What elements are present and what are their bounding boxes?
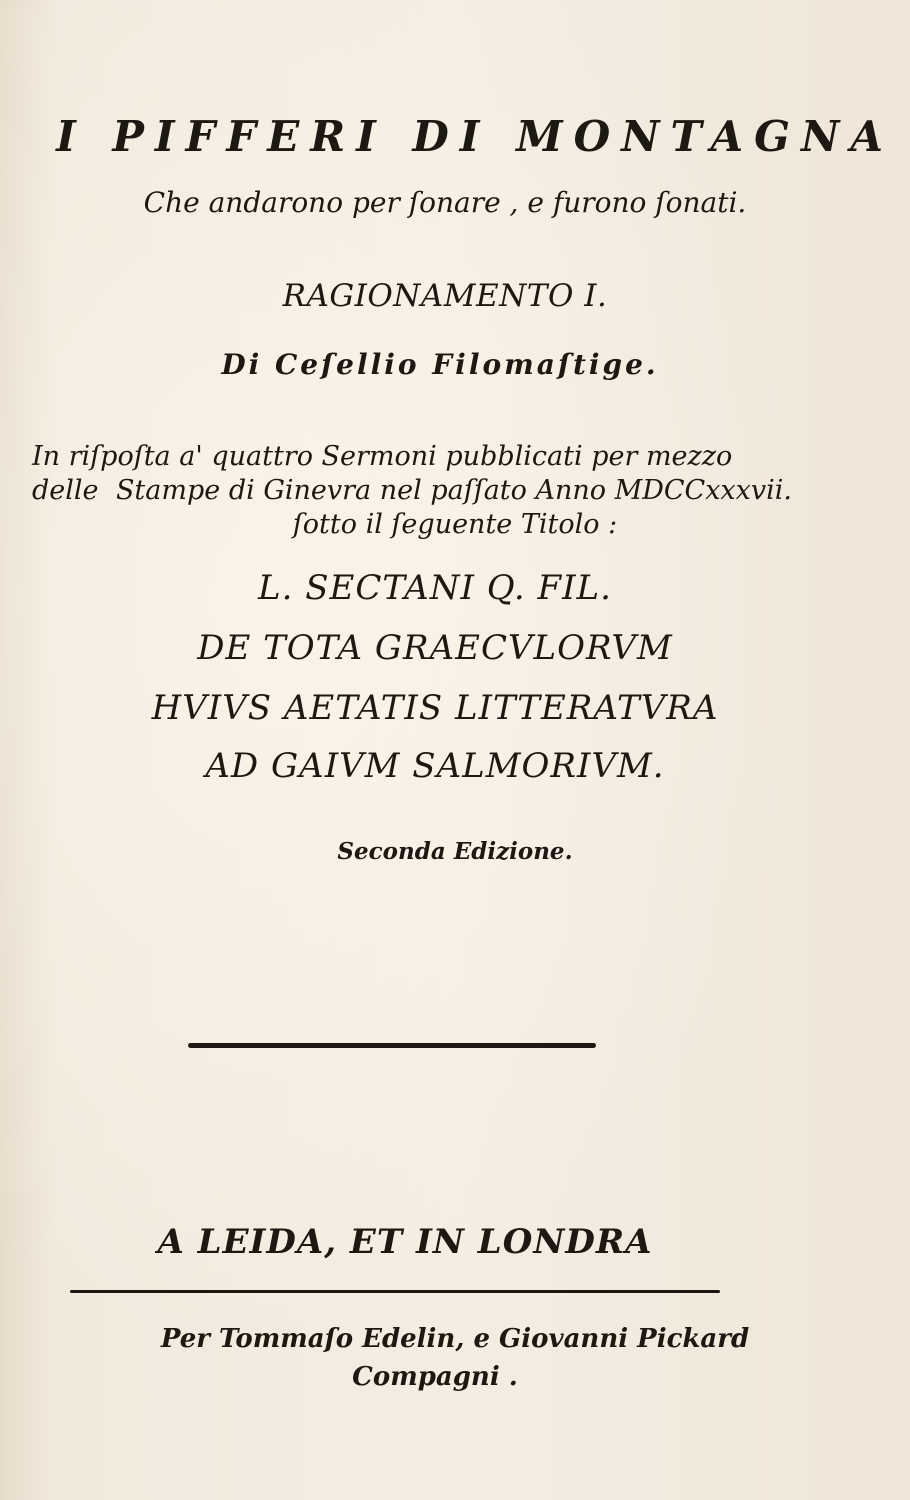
latin-title-line-1: L. SECTANI Q. FIL.: [258, 568, 612, 608]
latin-title-line-4: AD GAIVM SALMORIVM.: [205, 746, 665, 786]
latin-title-line-2: DE TOTA GRAECVLORVM: [197, 628, 673, 668]
imprint-rule: [70, 1290, 720, 1293]
ragionamento-heading: RAGIONAMENTO I.: [282, 278, 608, 314]
ornamental-rule: [188, 1043, 596, 1048]
response-line-3: ſotto il ſeguente Titolo :: [292, 509, 618, 540]
author-line: Di Ceſellio Filomaſtige.: [221, 348, 659, 381]
latin-title-line-3: HVIVS AETATIS LITTERATVRA: [151, 688, 719, 728]
response-line-1: In riſpoſta a' quattro Sermoni pubblicati per mezzo delle: [32, 441, 733, 506]
imprint-place: A LEIDA, ET IN LONDRA: [157, 1222, 653, 1262]
printer-line-2: Compagni .: [352, 1362, 518, 1392]
printer-line-1: Per Tommaſo Edelin, e Giovanni Pickard: [160, 1324, 750, 1354]
book-title: I PIFFERI DI MONTAGNA: [56, 112, 894, 161]
edition-note: Seconda Edizione.: [337, 838, 573, 865]
book-subtitle: Che andarono per ſonare , e furono ſonati.: [143, 186, 747, 219]
response-line-2: Stampe di Ginevra nel paſſato Anno MDCCxxxvii.: [115, 475, 792, 506]
